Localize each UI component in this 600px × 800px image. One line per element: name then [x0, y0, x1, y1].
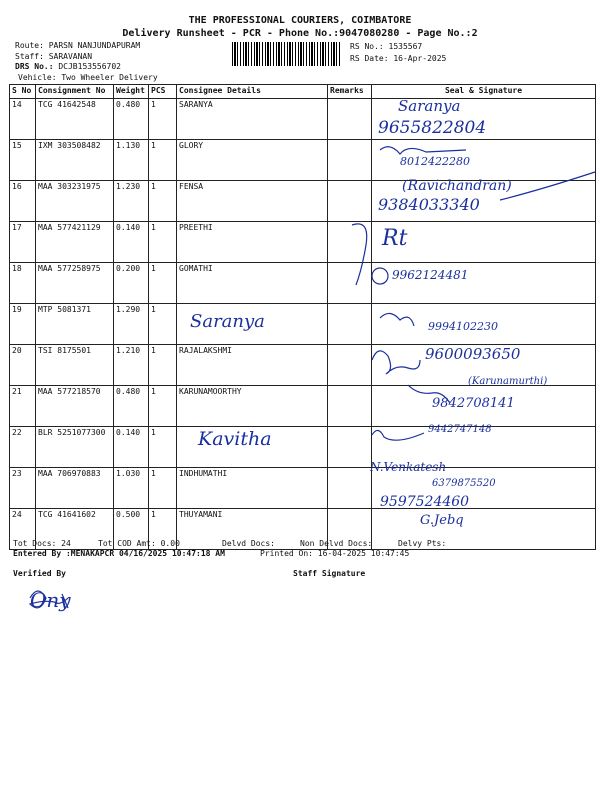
cell-sno: 15	[10, 140, 36, 181]
handwritten-name: Saranya	[398, 97, 461, 115]
cell-pcs: 1	[149, 345, 177, 386]
cell-weight: 1.210	[114, 345, 149, 386]
cell-pcs: 1	[149, 140, 177, 181]
cell-sno: 17	[10, 222, 36, 263]
cell-consignment: MAA 303231975	[36, 181, 114, 222]
handwritten-phone: 8012422280	[400, 155, 470, 168]
handwritten-mark: Rt	[382, 226, 408, 251]
cell-consignment: IXM 303508482	[36, 140, 114, 181]
col-pcs: PCS	[149, 85, 177, 99]
col-weight: Weight	[114, 85, 149, 99]
handwritten-name: Saranya	[190, 311, 265, 332]
col-remarks: Remarks	[328, 85, 372, 99]
rs-date: RS Date: 16-Apr-2025	[350, 54, 447, 63]
cell-consignee: RAJALAKSHMI	[177, 345, 328, 386]
vehicle-label: Vehicle: Two Wheeler Delivery	[18, 73, 158, 82]
handwritten-phone: 6379875520	[432, 478, 496, 489]
staff-signature-label: Staff Signature	[293, 569, 366, 578]
staff-label: Staff: SARAVANAN	[15, 52, 93, 61]
cell-weight: 1.230	[114, 181, 149, 222]
cell-consignee: GOMATHI	[177, 263, 328, 304]
cell-consignee: KARUNAMOORTHY	[177, 386, 328, 427]
handwritten-name: N.Venkatesh	[370, 460, 447, 474]
handwritten-name: Kavitha	[198, 428, 272, 450]
total-cod: Tot COD Amt: 0.00	[98, 539, 180, 548]
non-delivered-docs: Non Delvd Docs:	[300, 539, 373, 548]
cell-weight: 0.200	[114, 263, 149, 304]
cell-weight: 0.140	[114, 427, 149, 468]
cell-sno: 21	[10, 386, 36, 427]
cell-consignment: TCG 41642548	[36, 99, 114, 140]
cell-pcs: 1	[149, 181, 177, 222]
cell-consignee: INDHUMATHI	[177, 468, 328, 509]
verified-signature: Ony	[30, 588, 71, 612]
cell-weight: 0.500	[114, 509, 149, 550]
col-consignment: Consignment No	[36, 85, 114, 99]
cell-pcs: 1	[149, 222, 177, 263]
verified-by-label: Verified By	[13, 569, 66, 578]
route-label: Route: PARSN NANJUNDAPURAM	[15, 41, 141, 50]
col-sno: S No	[10, 85, 36, 99]
cell-weight: 0.480	[114, 386, 149, 427]
cell-consignment: BLR 5251077300	[36, 427, 114, 468]
drs-number: DCJB153556702	[58, 62, 121, 71]
signature-stroke	[372, 268, 388, 284]
cell-pcs: 1	[149, 468, 177, 509]
cell-consignment: MAA 577218570	[36, 386, 114, 427]
signature-stroke	[380, 147, 466, 154]
cell-pcs: 1	[149, 509, 177, 550]
cell-weight: 1.030	[114, 468, 149, 509]
signature-stroke	[372, 430, 424, 440]
cell-sno: 23	[10, 468, 36, 509]
handwritten-name: (Karunamurthi)	[468, 376, 548, 387]
cell-consignment: MTP 5081371	[36, 304, 114, 345]
cell-pcs: 1	[149, 99, 177, 140]
cell-consignee: PREETHI	[177, 222, 328, 263]
handwritten-name: G.Jebq	[420, 513, 464, 528]
cell-weight: 1.130	[114, 140, 149, 181]
cell-pcs: 1	[149, 263, 177, 304]
cell-sno: 22	[10, 427, 36, 468]
signature-stroke	[352, 224, 367, 285]
signature-stroke	[372, 351, 420, 374]
total-docs: Tot Docs: 24	[13, 539, 71, 548]
signature-stroke	[500, 172, 595, 200]
company-title: THE PROFESSIONAL COURIERS, COIMBATORE	[188, 15, 412, 26]
runsheet-subtitle: Delivery Runsheet - PCR - Phone No.:9047080280 - Page No.:2	[122, 28, 478, 39]
handwritten-phone: 9600093650	[425, 345, 521, 363]
printed-on: Printed On: 16-04-2025 10:47:45	[260, 549, 410, 558]
cell-consignment: MAA 706970883	[36, 468, 114, 509]
signature-stroke	[380, 313, 414, 326]
cell-weight: 1.290	[114, 304, 149, 345]
entered-by: Entered By :MENAKAPCR 04/16/2025 10:47:18 AM	[13, 549, 225, 558]
rs-number: RS No.: 1535567	[350, 42, 423, 51]
cell-consignee: SARANYA	[177, 99, 328, 140]
cell-sno: 18	[10, 263, 36, 304]
cell-sno: 20	[10, 345, 36, 386]
cell-consignee: GLORY	[177, 140, 328, 181]
cell-sno: 24	[10, 509, 36, 550]
handwritten-name: (Ravichandran)	[402, 178, 512, 194]
delivered-docs: Delvd Docs:	[222, 539, 275, 548]
cell-consignment: TSI 8175501	[36, 345, 114, 386]
cell-sno: 16	[10, 181, 36, 222]
cell-weight: 0.480	[114, 99, 149, 140]
delivery-points: Delvy Pts:	[398, 539, 447, 548]
cell-pcs: 1	[149, 427, 177, 468]
col-consignee: Consignee Details	[177, 85, 328, 99]
handwritten-phone: 9994102230	[428, 320, 498, 333]
cell-sno: 14	[10, 99, 36, 140]
cell-weight: 0.140	[114, 222, 149, 263]
cell-sno: 19	[10, 304, 36, 345]
handwritten-phone: 9384033340	[378, 195, 480, 214]
handwritten-phone: 9597524460	[380, 494, 470, 510]
handwritten-phone: 9442747148	[428, 424, 492, 435]
col-signature: Seal & Signature	[372, 85, 596, 99]
handwritten-phone: 9842708141	[432, 396, 515, 411]
cell-pcs: 1	[149, 304, 177, 345]
cell-pcs: 1	[149, 386, 177, 427]
drs-caption: DRS No.:	[15, 62, 54, 71]
cell-consignee: FENSA	[177, 181, 328, 222]
handwritten-phone: 9962124481	[392, 268, 469, 282]
cell-consignment: TCG 41641602	[36, 509, 114, 550]
handwritten-phone: 9655822804	[378, 118, 487, 138]
cell-consignee: THUYAMANI	[177, 509, 328, 550]
signature-stroke	[408, 385, 450, 403]
cell-consignment: MAA 577258975	[36, 263, 114, 304]
cell-consignment: MAA 577421129	[36, 222, 114, 263]
